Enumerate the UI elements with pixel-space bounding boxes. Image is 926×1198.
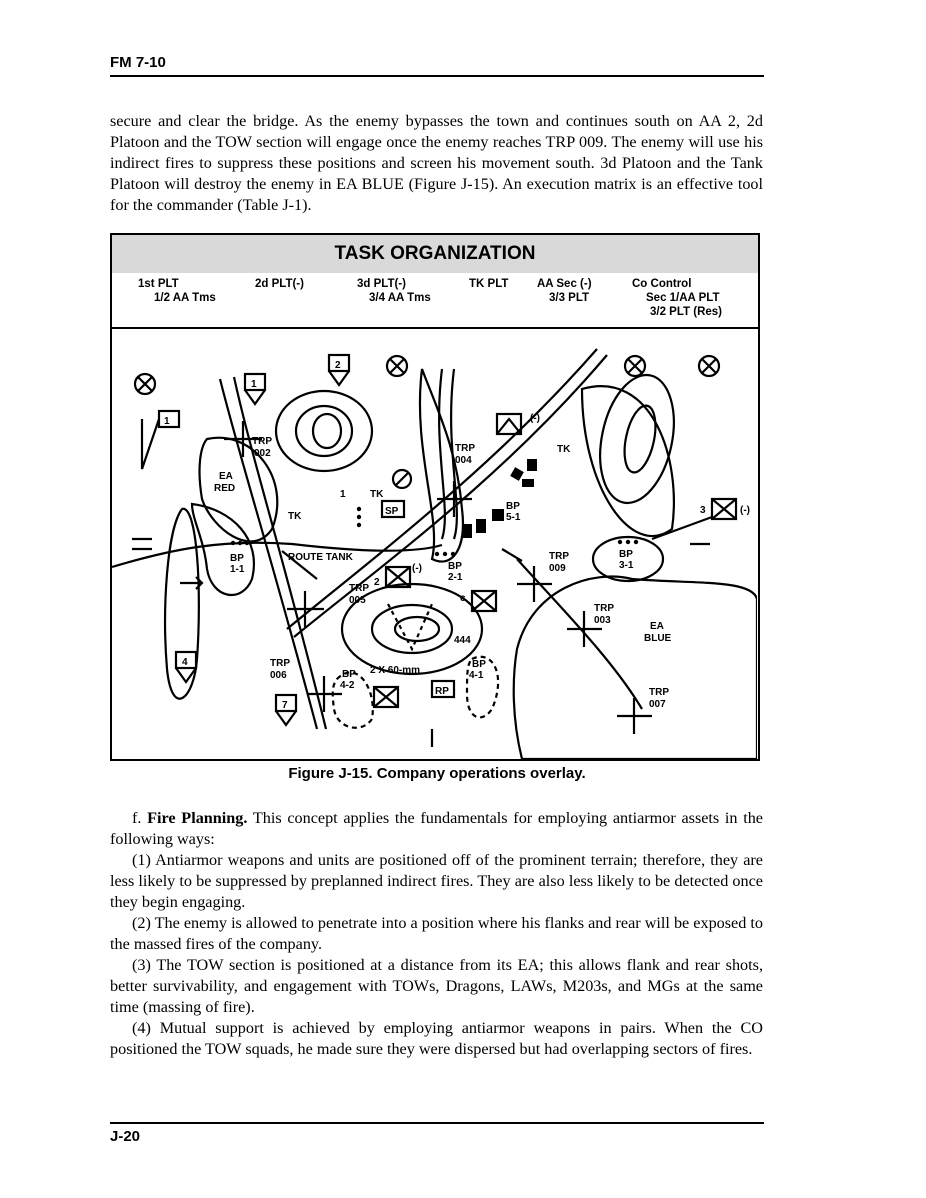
- fire-planning-item-1: (1) Antiarmor weapons and units are positioned off of the prominent terrain; therefore, they are less likely to be suppressed by preplanned indirect fires. They are also less likely to be detected once they begin engaging.: [110, 851, 763, 911]
- trp-009-label: TRP: [549, 551, 569, 562]
- bp-4-1-number: 4-1: [469, 670, 484, 681]
- bp-dot: [443, 552, 447, 556]
- bp-dot: [357, 515, 361, 519]
- bp-4-1-label: BP: [472, 659, 486, 670]
- trp-004-number: 004: [455, 455, 472, 466]
- overlay-map: [112, 329, 757, 759]
- trp-007-label: TRP: [649, 687, 669, 698]
- running-header: FM 7-10: [110, 54, 166, 71]
- task-organization-title: TASK ORGANIZATION: [112, 235, 758, 273]
- trp-006-label: TRP: [270, 658, 290, 669]
- objective-marker-4: [699, 356, 719, 376]
- intro-paragraph: secure and clear the bridge. As the enemy bypasses the town and continues south on AA 2, 2d Platoon and the TOW section will engage once the enemy reaches TRP 009. The enemy will use his indirect fires to suppress these positions and screen his movement south. 3d Platoon and the Tank Platoon will destroy the enemy in EA BLUE (Figure J-15). An execution matrix is an effective tool for the commander (Table J-1).: [110, 112, 763, 214]
- footer-rule: [110, 1122, 764, 1124]
- unit-2-minus: (-): [412, 563, 422, 574]
- checkpoint-4-number: 4: [182, 657, 188, 668]
- tk-label-east: TK: [557, 444, 571, 455]
- task-org-col-co-control: Co Control Sec 1/AA PLT 3/2 PLT (Res): [632, 278, 722, 318]
- rp-label: RP: [435, 686, 449, 697]
- hill-444-label: 444: [454, 635, 471, 646]
- fire-planning-intro: f. Fire Planning. This concept applies the fundamentals for employing antiarmor assets in the following ways:: [110, 809, 763, 848]
- checkpoint-2-number: 2: [335, 360, 341, 371]
- trp-003-number: 003: [594, 615, 611, 626]
- hill-contour-north-top: [313, 414, 341, 448]
- east-hill-contour-middle: [589, 368, 684, 510]
- tk-label-west: TK: [288, 511, 302, 522]
- sector-lines: [502, 517, 712, 561]
- bp-dot: [231, 541, 235, 545]
- obstacle-marker: [393, 470, 411, 488]
- unit-symbol-c: [472, 591, 496, 611]
- trp-006-cross: [307, 676, 342, 712]
- ea-blue-contour: [514, 577, 757, 759]
- boundary-road: [112, 543, 442, 567]
- bp-3-1-number: 3-1: [619, 560, 634, 571]
- bp-dot: [618, 540, 622, 544]
- bp-4-2-label: BP: [342, 669, 356, 680]
- unit-north-minus: (-): [530, 413, 540, 424]
- bp-5-1-label: BP: [506, 501, 520, 512]
- trp-009-cross: [517, 566, 552, 602]
- trp-003-label: TRP: [594, 603, 614, 614]
- ea-red-label-1: EA: [219, 471, 233, 482]
- bp-dot: [238, 541, 242, 545]
- unit-3-label: 3: [700, 505, 706, 516]
- unit-1-label: 1: [340, 489, 346, 500]
- east-hill-contour-inner: [619, 403, 661, 475]
- checkpoint-1-number: 1: [164, 416, 170, 427]
- checkpoint-7-number: 7: [282, 700, 288, 711]
- checkpoint-1-flag: [142, 411, 179, 469]
- unit-symbol-3: [712, 499, 736, 519]
- trp-009-number: 009: [549, 563, 566, 574]
- hill-444-contour-inner: [395, 617, 439, 641]
- stream-line: [439, 369, 445, 539]
- task-org-col-tk-plt: TK PLT: [469, 278, 509, 290]
- task-org-col-2d-plt: 2d PLT(-): [255, 278, 304, 290]
- bp-1-1-number: 1-1: [230, 564, 245, 575]
- bp-2-1-number: 2-1: [448, 572, 463, 583]
- operations-overlay-figure: [110, 233, 760, 761]
- bp-dot: [245, 541, 249, 545]
- trp-005-label: TRP: [349, 583, 369, 594]
- bp-5-1-number: 5-1: [506, 512, 521, 523]
- header-rule: [110, 75, 764, 77]
- fire-planning-item-2: (2) The enemy is allowed to penetrate into a position where his flanks and rear will be exposed to the massed fires of the company.: [110, 914, 763, 953]
- objective-marker-2: [387, 356, 407, 376]
- fire-planning-section: [110, 808, 763, 1060]
- bp-1-1-label: BP: [230, 553, 244, 564]
- task-org-col-aa-sec: AA Sec (-) 3/3 PLT: [537, 278, 592, 304]
- route-tank-label: ROUTE TANK: [288, 552, 353, 563]
- objective-marker-3: [625, 356, 645, 376]
- page-number: J-20: [110, 1128, 141, 1145]
- task-org-col-3d-plt: 3d PLT(-) 3/4 AA Tms: [357, 278, 431, 304]
- fire-planning-item-3: (3) The TOW section is positioned at a distance from its EA; this allows flank and rear shots, better survivability, and engagement with TOWs, Dragons, LAWs, M203s, and MGs at the same time (massing of fire).: [110, 956, 763, 1016]
- bp-dot: [634, 540, 638, 544]
- boundary-marker-west: [132, 539, 152, 549]
- unit-symbol-mortar: [374, 687, 398, 707]
- bp-dot: [357, 523, 361, 527]
- bp-2-1-label: BP: [448, 561, 462, 572]
- trp-005-number: 005: [349, 595, 366, 606]
- trp-007-number: 007: [649, 699, 666, 710]
- bp-dot: [626, 540, 630, 544]
- bp-dot: [357, 507, 361, 511]
- ea-red-label-2: RED: [214, 483, 236, 494]
- unit-2-label: 2: [374, 577, 380, 588]
- figure-caption: Figure J-15. Company operations overlay.: [288, 765, 586, 782]
- unit-3-minus: (-): [740, 505, 750, 516]
- east-hill-contour-outer: [582, 386, 674, 536]
- tk-label-center: TK: [370, 489, 384, 500]
- tank-platoon-blocks: [462, 459, 537, 538]
- hill-contour-north: [276, 391, 372, 471]
- objective-marker-1: [135, 374, 155, 394]
- bp-dot: [451, 552, 455, 556]
- trp-007-cross: [617, 698, 652, 734]
- ea-blue-label-2: BLUE: [644, 633, 672, 644]
- mortar-label: 2 X 60-mm: [370, 665, 421, 676]
- checkpoint-1b-number: 1: [251, 379, 257, 390]
- task-org-col-1st-plt: 1st PLT 1/2 AA Tms: [138, 278, 216, 304]
- bp-dot: [435, 552, 439, 556]
- trp-002-number: 002: [254, 448, 271, 459]
- weapon-arrow: [180, 577, 202, 589]
- sp-label: SP: [385, 506, 399, 517]
- bp-3-1-label: BP: [619, 549, 633, 560]
- trp-004-label: TRP: [455, 443, 475, 454]
- unit-c-label: c: [460, 593, 466, 604]
- trp-006-number: 006: [270, 670, 287, 681]
- fire-planning-item-4: (4) Mutual support is achieved by employing antiarmor weapons in pairs. When the CO positioned the TOW squads, he made sure they were dispersed but had overlapping sectors of fires.: [110, 1019, 763, 1058]
- bp-4-2-number: 4-2: [340, 680, 355, 691]
- trp-002-label: TRP: [252, 436, 272, 447]
- ea-blue-label-1: EA: [650, 621, 664, 632]
